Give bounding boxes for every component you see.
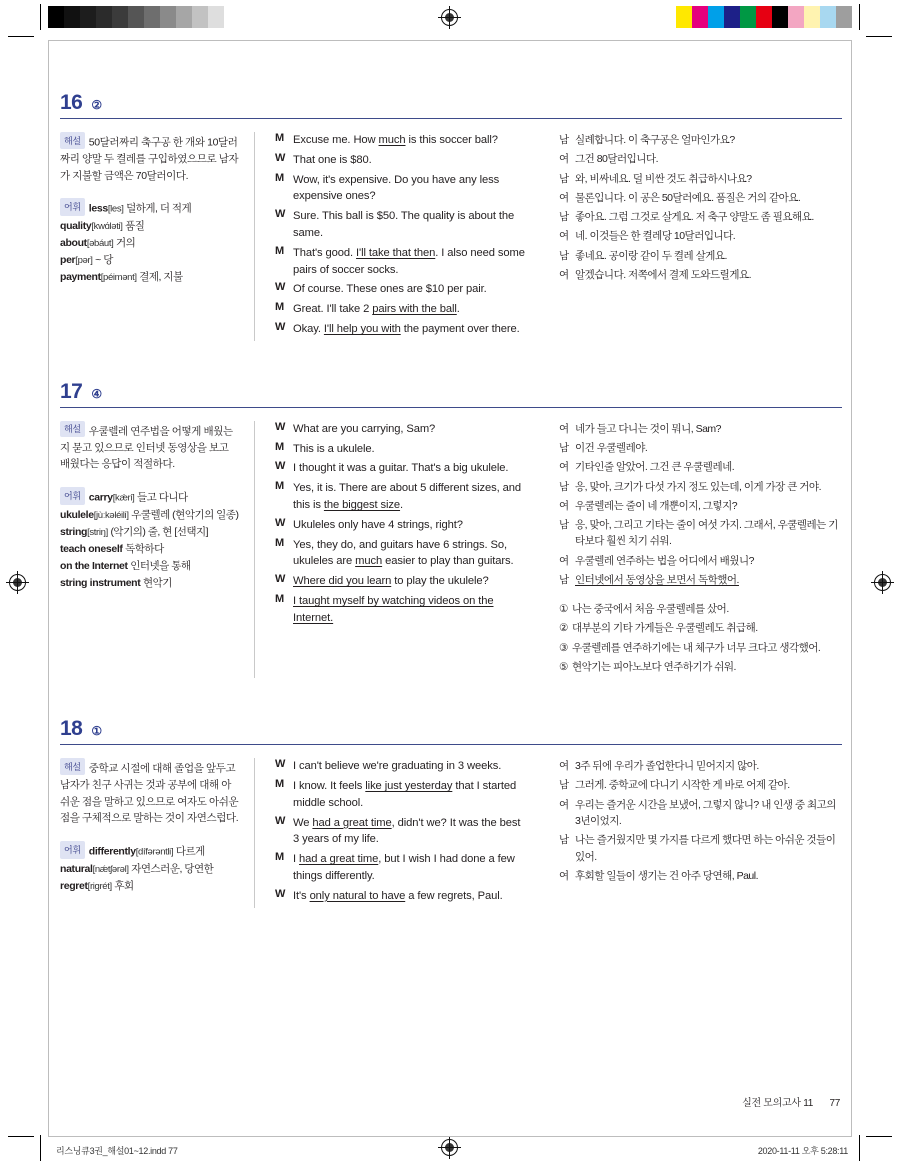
speaker-label: W xyxy=(275,814,286,827)
vocabulary-section xyxy=(60,487,240,592)
script-text: Great. I'll take 2 pairs with the ball. xyxy=(293,303,460,316)
translation-line xyxy=(559,459,842,475)
crop-mark xyxy=(859,4,860,30)
crop-mark xyxy=(866,1136,892,1137)
vocabulary-section xyxy=(60,198,240,286)
script-text: What are you carrying, Sam? xyxy=(293,422,436,435)
speaker-label: W xyxy=(275,887,286,900)
translation-text: 우리는 즐거운 시간을 보냈어, 그렇지 않니? 내 인생 중 최고의 3년이었지. xyxy=(575,798,836,828)
answer-choice: ① xyxy=(91,724,103,739)
vocabulary-item xyxy=(60,235,240,252)
gray-patch-5 xyxy=(128,6,144,28)
color-patch-9 xyxy=(820,6,836,28)
answer-choice-item xyxy=(559,659,842,675)
vocabulary-pronunciation: [péimənt] xyxy=(100,271,137,283)
speaker-label: W xyxy=(275,420,286,433)
speaker-label: M xyxy=(275,536,285,549)
print-footer-timestamp: 2020-11-11 오후 5:28:11 xyxy=(757,1146,848,1156)
speaker-label: W xyxy=(275,151,286,164)
translation-column xyxy=(541,132,842,341)
color-patch-1 xyxy=(692,6,708,28)
vocabulary-word: ukulele xyxy=(60,508,94,521)
vocabulary-meaning: 덜하게, 더 적게 xyxy=(126,202,192,215)
translation-line xyxy=(559,479,842,495)
vocabulary-word: about xyxy=(60,236,87,249)
script-column xyxy=(255,758,541,907)
translation-speaker-label: 남 xyxy=(559,134,570,146)
script-text: Yes, it is. There are about 5 different sizes, and this is the biggest size. xyxy=(293,482,522,511)
choice-number: ③ xyxy=(559,641,568,654)
vocabulary-word: natural xyxy=(60,862,93,875)
vocabulary-pronunciation: [rigrét] xyxy=(87,880,112,892)
script-line xyxy=(275,537,529,571)
translation-speaker-label: 여 xyxy=(559,461,570,474)
explanation-column xyxy=(60,758,254,907)
translation-speaker-label: 남 xyxy=(559,249,570,262)
vocabulary-item xyxy=(60,861,240,878)
script-line xyxy=(275,517,529,534)
vocabulary-word: string instrument xyxy=(60,576,141,589)
page-number: 77 xyxy=(829,1098,840,1109)
translation-line xyxy=(559,797,842,830)
translation-text: 네가 들고 다니는 것이 뭐니, Sam? xyxy=(575,422,722,435)
speaker-label: M xyxy=(275,480,285,493)
gray-patch-9 xyxy=(192,6,208,28)
vocabulary-section xyxy=(60,841,240,895)
speaker-label: M xyxy=(275,132,285,144)
color-patch-4 xyxy=(740,6,756,28)
question-number: 16 xyxy=(60,91,83,114)
script-text: Sure. This ball is $50. The quality is about the same. xyxy=(293,210,515,239)
vocabulary-meaning: 인터넷을 통해 xyxy=(130,559,191,572)
translation-text: 응, 맞아, 크기가 다섯 가지 정도 있는데, 이게 가장 큰 거야. xyxy=(575,480,821,493)
translation-text: 나는 즐거웠지만 몇 가지를 다르게 했다면 하는 아쉬운 것들이 있어. xyxy=(575,834,836,863)
script-text: That one is $80. xyxy=(293,153,372,166)
translation-line xyxy=(559,440,842,456)
translation-line xyxy=(559,132,842,148)
question-header xyxy=(60,92,842,119)
vocabulary-tag: 어휘 xyxy=(60,841,85,859)
vocabulary-meaning: 품질 xyxy=(125,219,145,232)
speaker-label: W xyxy=(275,281,286,294)
vocabulary-meaning: ~ 당 xyxy=(95,253,113,266)
script-line xyxy=(275,573,529,590)
translation-line xyxy=(559,228,842,244)
page-footer xyxy=(742,1094,840,1109)
speaker-label: W xyxy=(275,758,286,771)
vocabulary-tag: 어휘 xyxy=(60,198,85,216)
translation-text: 이건 우쿨렐레야. xyxy=(575,442,648,455)
script-text: This is a ukulele. xyxy=(293,442,375,455)
vocabulary-meaning: 다르게 xyxy=(175,845,205,858)
gray-patch-10 xyxy=(208,6,224,28)
script-line xyxy=(275,593,529,627)
grayscale-bar xyxy=(48,6,240,28)
speaker-label: M xyxy=(275,171,285,184)
question-body xyxy=(60,408,842,678)
explanation-text: 50달러짜리 축구공 한 개와 10달러짜리 양말 두 켤레를 구입하였으므로 남자가 지불할 금액은 70달러이다. xyxy=(60,136,239,182)
translation-line xyxy=(559,171,842,187)
gray-patch-7 xyxy=(160,6,176,28)
choice-number: ② xyxy=(559,622,568,635)
speaker-label: M xyxy=(275,778,285,791)
script-text: I taught myself by watching videos on the Internet. xyxy=(293,594,494,624)
question-block-17 xyxy=(60,381,842,678)
color-patch-10 xyxy=(836,6,852,28)
translation-speaker-label: 여 xyxy=(559,869,570,882)
vocabulary-pronunciation: [kwɑ́ləti] xyxy=(91,220,123,232)
crop-mark xyxy=(8,36,34,37)
gray-patch-2 xyxy=(80,6,96,28)
translation-line xyxy=(559,190,842,206)
color-patch-7 xyxy=(788,6,804,28)
speaker-label: W xyxy=(275,573,286,586)
vocabulary-word: string xyxy=(60,525,88,538)
script-line xyxy=(275,132,529,149)
translation-text: 그러게. 중학교에 다니기 시작한 게 바로 어제 같아. xyxy=(575,779,790,792)
explanation-tag: 해설 xyxy=(60,132,85,149)
speaker-label: M xyxy=(275,592,285,605)
vocabulary-word: regret xyxy=(60,879,88,892)
script-line xyxy=(275,815,529,849)
translation-speaker-label: 여 xyxy=(559,554,570,567)
script-text: I thought it was a guitar. That's a big ukulele. xyxy=(293,462,509,475)
script-line xyxy=(275,460,529,477)
translation-speaker-label: 남 xyxy=(559,480,570,493)
script-line xyxy=(275,172,529,206)
script-line xyxy=(275,301,529,318)
translation-speaker-label: 남 xyxy=(559,834,570,847)
question-number: 17 xyxy=(60,379,83,403)
answer-choice: ④ xyxy=(91,386,103,401)
book-title: 실전 모의고사 11 xyxy=(742,1098,813,1109)
script-line xyxy=(275,421,529,438)
translation-speaker-label: 여 xyxy=(559,798,570,811)
gray-patch-3 xyxy=(96,6,112,28)
translation-line xyxy=(559,553,842,569)
translation-line xyxy=(559,572,842,588)
answer-choices-list xyxy=(559,601,842,675)
speaker-label: M xyxy=(275,244,285,257)
translation-speaker-label: 여 xyxy=(559,191,570,204)
vocabulary-item xyxy=(60,558,240,575)
script-line xyxy=(275,778,529,812)
translation-speaker-label: 여 xyxy=(559,268,570,281)
script-line xyxy=(275,851,529,885)
script-line xyxy=(275,888,529,905)
script-column xyxy=(255,421,541,678)
question-body xyxy=(60,119,842,341)
script-text: Okay. I'll help you with the payment over there. xyxy=(293,322,520,335)
translation-line xyxy=(559,151,842,167)
gray-patch-4 xyxy=(112,6,128,28)
script-text: Of course. These ones are $10 per pair. xyxy=(293,283,487,296)
explanation-column xyxy=(60,421,254,678)
color-patch-5 xyxy=(756,6,772,28)
gray-patch-6 xyxy=(144,6,160,28)
translation-speaker-label: 여 xyxy=(559,230,570,243)
translation-line xyxy=(559,517,842,550)
color-patch-0 xyxy=(676,6,692,28)
translation-text: 그건 80달러입니다. xyxy=(575,153,659,166)
script-line xyxy=(275,281,529,298)
vocabulary-word: less xyxy=(88,202,108,215)
vocabulary-pronunciation: [les] xyxy=(107,203,124,215)
script-text: I know. It feels like just yesterday that I started middle school. xyxy=(293,780,517,809)
script-text: Excuse me. How much is this soccer ball? xyxy=(293,134,498,146)
choice-text: 나는 중국에서 처음 우쿨렐레를 샀어. xyxy=(572,603,729,616)
registration-mark xyxy=(441,1139,458,1156)
color-patch-6 xyxy=(772,6,788,28)
speaker-label: M xyxy=(275,440,285,453)
choice-number: ⑤ xyxy=(559,660,568,673)
vocabulary-tag: 어휘 xyxy=(60,487,85,505)
vocabulary-item xyxy=(60,269,240,286)
translation-text: 인터넷에서 동영상을 보면서 독학했어. xyxy=(575,573,739,586)
explanation-tag: 해설 xyxy=(60,421,85,438)
speaker-label: W xyxy=(275,208,286,221)
vocabulary-item xyxy=(60,507,240,524)
vocabulary-pronunciation: [əbáut] xyxy=(86,237,114,249)
translation-speaker-label: 여 xyxy=(559,422,570,435)
vocabulary-item xyxy=(60,878,240,895)
crop-mark xyxy=(859,1135,860,1161)
translation-text: 네. 이것들은 한 켤레당 10달러입니다. xyxy=(575,230,736,243)
question-body xyxy=(60,745,842,907)
answer-choice-item xyxy=(559,640,842,656)
script-text: Yes, they do, and guitars have 6 strings. So, ukuleles are much easier to play than guitars. xyxy=(293,538,514,568)
vocabulary-item xyxy=(60,524,240,541)
translation-speaker-label: 남 xyxy=(559,211,570,224)
translation-line xyxy=(559,758,842,774)
script-line xyxy=(275,208,529,242)
vocabulary-word: per xyxy=(60,253,76,266)
question-header xyxy=(60,718,842,745)
translation-speaker-label: 여 xyxy=(559,760,570,773)
vocabulary-word: payment xyxy=(60,270,101,283)
vocabulary-word: differently xyxy=(88,845,136,858)
script-text: It's only natural to have a few regrets, Paul. xyxy=(293,889,503,902)
choice-number: ① xyxy=(559,603,568,616)
vocabulary-meaning: 독학하다 xyxy=(125,542,164,555)
vocabulary-pronunciation: [jùːkəléili] xyxy=(93,509,129,521)
explanation-section xyxy=(60,758,240,827)
explanation-text: 중학교 시절에 대해 졸업을 앞두고 남자가 친구 사귀는 것과 공부에 대해 아쉬운 점을 말하고 있으므로 여자도 아쉬운 점을 구체적으로 말하는 것이 자연스럽다. xyxy=(60,762,239,825)
vocabulary-pronunciation: [pər] xyxy=(75,254,93,266)
translation-speaker-label: 남 xyxy=(559,573,570,586)
translation-line xyxy=(559,421,842,437)
vocabulary-item xyxy=(60,841,240,861)
script-line xyxy=(275,245,529,279)
script-line xyxy=(275,480,529,514)
vocabulary-meaning: 현악기 xyxy=(142,576,172,589)
script-line xyxy=(275,441,529,458)
script-line xyxy=(275,321,529,338)
translation-speaker-label: 남 xyxy=(559,172,570,185)
speaker-label: W xyxy=(275,320,286,333)
vocabulary-item xyxy=(60,198,240,218)
translation-text: 좋아요. 그럼 그것로 살게요. 저 축구 양말도 좀 필요해요. xyxy=(575,211,814,224)
translation-text: 후회할 일들이 생기는 건 아주 당연해, Paul. xyxy=(575,869,758,882)
explanation-section xyxy=(60,421,240,473)
translation-speaker-label: 여 xyxy=(559,153,570,166)
translation-line xyxy=(559,832,842,865)
translation-column xyxy=(541,758,842,907)
script-text: Where did you learn to play the ukulele? xyxy=(293,575,489,588)
translation-text: 알겠습니다. 저쪽에서 결제 도와드릴게요. xyxy=(575,268,752,281)
color-patch-3 xyxy=(724,6,740,28)
translation-text: 응, 맞아, 그리고 기타는 줄이 여섯 가지. 그래서, 우쿨렐레는 기타보다 훨씬 치기 쉬워. xyxy=(575,519,838,548)
vocabulary-word: on the Internet xyxy=(60,559,128,572)
vocabulary-meaning: 거의 xyxy=(116,236,136,249)
explanation-column xyxy=(60,132,254,341)
explanation-text: 우쿨렐레 연주법을 어떻게 배웠는지 묻고 있으므로 인터넷 동영상을 보고 배웠다는 응답이 적절하다. xyxy=(60,425,233,471)
gray-patch-0 xyxy=(48,6,64,28)
vocabulary-word: quality xyxy=(60,219,92,232)
crop-mark xyxy=(8,1136,34,1137)
choice-text: 현악기는 피아노보다 연주하기가 쉬워. xyxy=(572,660,736,673)
choice-text: 대부분의 기타 가게들은 우쿨렐레도 취급해. xyxy=(572,622,758,635)
translation-speaker-label: 여 xyxy=(559,499,570,512)
translation-column xyxy=(541,421,842,678)
translation-text: 우쿨렐레 연주하는 법을 어디에서 배웠니? xyxy=(575,554,754,567)
question-block-18 xyxy=(60,718,842,907)
vocabulary-item xyxy=(60,252,240,269)
crop-mark xyxy=(40,1135,41,1161)
color-patch-8 xyxy=(804,6,820,28)
registration-mark xyxy=(9,574,26,591)
translation-line xyxy=(559,777,842,793)
gray-patch-11 xyxy=(224,6,240,28)
translation-line xyxy=(559,267,842,283)
choice-text: 우쿨렐레를 연주하기에는 내 체구가 너무 크다고 생각했어. xyxy=(572,641,821,654)
vocabulary-meaning: 후회 xyxy=(114,879,134,892)
registration-mark xyxy=(441,9,458,26)
answer-choice-item xyxy=(559,620,842,636)
script-text: That's good. I'll take that then. I also need some pairs of soccer socks. xyxy=(293,246,525,276)
vocabulary-pronunciation: [nǽtʃərəl] xyxy=(92,863,129,875)
vocabulary-pronunciation: [striŋ] xyxy=(87,526,108,538)
crop-mark xyxy=(866,36,892,37)
vocabulary-meaning: 결제, 지불 xyxy=(139,270,183,283)
color-bar xyxy=(676,6,852,28)
vocabulary-meaning: 우쿨렐레 (현악기의 일종) xyxy=(131,508,239,521)
speaker-label: W xyxy=(275,516,286,529)
vocabulary-pronunciation: [kǽri] xyxy=(112,492,135,504)
registration-mark xyxy=(874,574,891,591)
translation-speaker-label: 남 xyxy=(559,519,570,532)
vocabulary-item xyxy=(60,218,240,235)
script-text: I had a great time, but I wish I had done a few things differently. xyxy=(293,853,515,882)
translation-text: 기타인줄 알았어. 그건 큰 우쿨렐레네. xyxy=(575,461,735,474)
crop-mark xyxy=(40,4,41,30)
script-line xyxy=(275,152,529,169)
script-text: Ukuleles only have 4 strings, right? xyxy=(293,518,463,531)
speaker-label: M xyxy=(275,851,285,864)
color-patch-2 xyxy=(708,6,724,28)
translation-line xyxy=(559,498,842,514)
vocabulary-item xyxy=(60,575,240,592)
vocabulary-meaning: 자연스러운, 당연한 xyxy=(131,862,214,875)
question-number: 18 xyxy=(60,717,83,741)
translation-text: 좋네요. 공이랑 같이 두 켤레 살게요. xyxy=(575,249,727,262)
translation-text: 3주 뒤에 우리가 졸업한다니 믿어지지 않아. xyxy=(575,760,759,773)
translation-speaker-label: 남 xyxy=(559,779,570,792)
speaker-label: M xyxy=(275,301,285,314)
script-text: We had a great time, didn't we? It was the best 3 years of my life. xyxy=(293,816,521,846)
speaker-label: W xyxy=(275,460,286,473)
translation-line xyxy=(559,248,842,264)
gray-patch-8 xyxy=(176,6,192,28)
translation-text: 우쿨렐레는 줄이 네 개뿐이지, 그렇지? xyxy=(575,499,738,512)
vocabulary-word: teach oneself xyxy=(60,542,123,555)
question-block-16 xyxy=(60,92,842,341)
script-column xyxy=(255,132,541,341)
translation-text: 실례합니다. 이 축구공은 얼마인가요? xyxy=(575,134,735,146)
vocabulary-word: carry xyxy=(88,491,113,504)
vocabulary-meaning: 들고 다니다 xyxy=(136,491,188,504)
answer-key-page xyxy=(60,92,842,912)
script-text: Wow, it's expensive. Do you have any less expensive ones? xyxy=(293,173,500,203)
script-text: I can't believe we're graduating in 3 weeks. xyxy=(293,760,502,773)
vocabulary-item xyxy=(60,487,240,507)
question-header xyxy=(60,381,842,408)
explanation-tag: 해설 xyxy=(60,758,85,775)
translation-line xyxy=(559,868,842,884)
translation-line xyxy=(559,209,842,225)
answer-choice-item xyxy=(559,601,842,617)
answer-choice: ② xyxy=(91,98,103,112)
vocabulary-item xyxy=(60,541,240,558)
script-line xyxy=(275,758,529,775)
translation-text: 물론입니다. 이 공은 50달러예요. 품질은 거의 같아요. xyxy=(575,191,801,204)
explanation-section xyxy=(60,132,240,184)
print-footer-filename: 리스닝큐3권_해설01~12.indd 77 xyxy=(56,1146,178,1156)
vocabulary-meaning: (악기의) 줄, 현 [선택지] xyxy=(110,525,209,538)
gray-patch-1 xyxy=(64,6,80,28)
translation-speaker-label: 남 xyxy=(559,442,570,455)
translation-text: 와, 비싸네요. 덜 비싼 것도 취급하시나요? xyxy=(575,172,752,185)
vocabulary-pronunciation: [dífərəntli] xyxy=(135,846,174,858)
